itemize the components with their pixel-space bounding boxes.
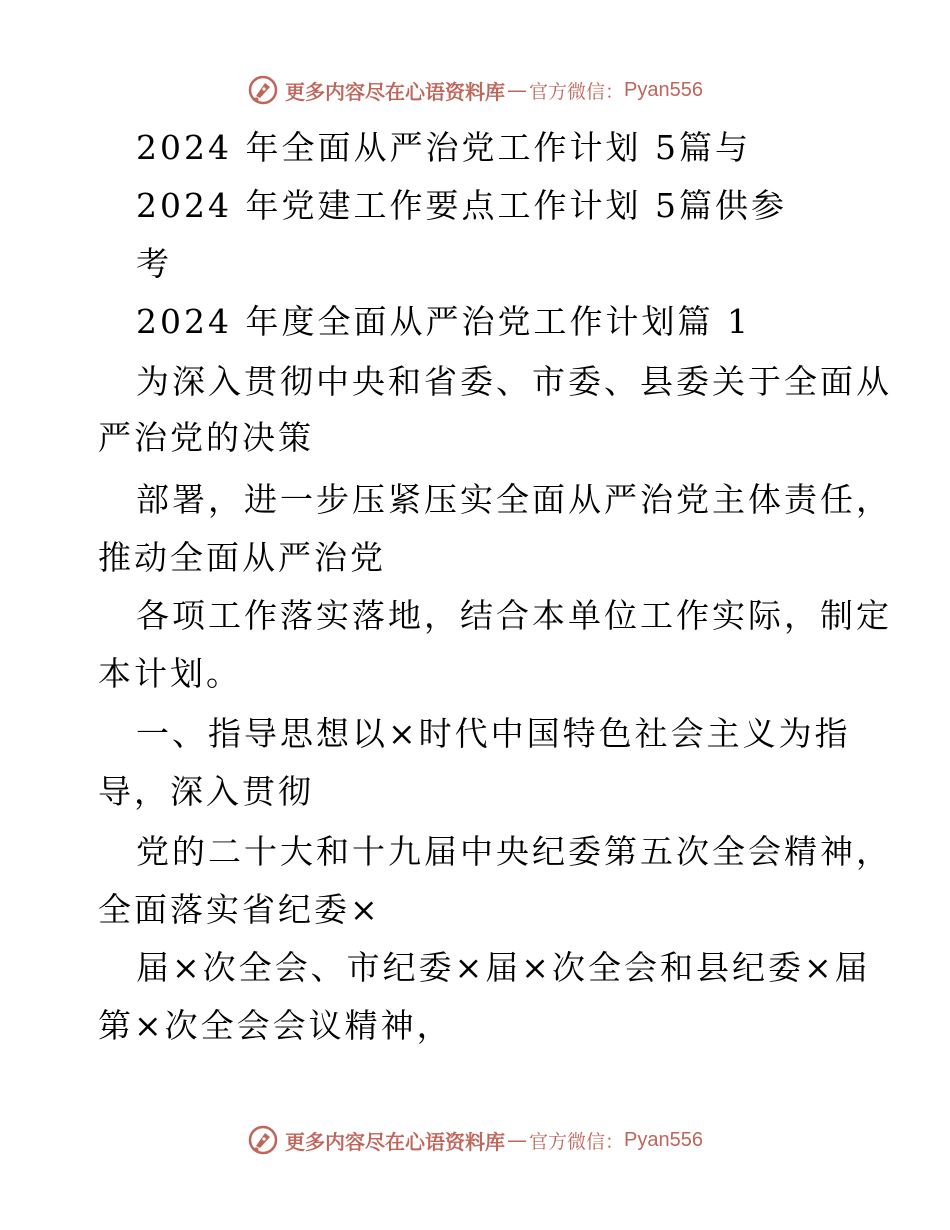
watermark-group bbox=[247, 1124, 703, 1156]
pen-nib-logo-icon bbox=[247, 74, 279, 106]
paragraph-line: 导，深入贯彻 bbox=[98, 772, 314, 811]
paragraph-line: 本计划。 bbox=[98, 654, 242, 693]
watermark-text: 更多内容尽在心语资料库 bbox=[285, 79, 505, 104]
paragraph-line: 各项工作落实落地，结合本单位工作实际，制定 bbox=[136, 596, 892, 635]
watermark-official-label: 官方微信： bbox=[529, 80, 625, 103]
watermark-official-label: 官方微信： bbox=[529, 1130, 625, 1153]
paragraph-line: 第×次全会会议精神， bbox=[98, 1006, 453, 1045]
paragraph-line: 党的二十大和十九届中央纪委第五次全会精神， bbox=[136, 832, 892, 871]
section-heading: 2024 年度全面从严治党工作计划篇 1 bbox=[136, 302, 751, 341]
watermark-dash: — bbox=[507, 1128, 527, 1152]
paragraph-line: 全面落实省纪委× bbox=[98, 890, 381, 929]
document-title-line-3: 考 bbox=[136, 244, 172, 283]
paragraph-line: 届×次全会、市纪委×届×次全会和县纪委×届 bbox=[136, 948, 871, 987]
document-title-line-2: 2024 年党建工作要点工作计划 5篇供参 bbox=[136, 186, 787, 225]
document-title-line-1: 2024 年全面从严治党工作计划 5篇与 bbox=[136, 128, 751, 167]
footer-watermark bbox=[0, 1120, 950, 1160]
header-watermark bbox=[0, 70, 950, 110]
paragraph-line: 推动全面从严治党 bbox=[98, 538, 386, 577]
watermark-text: 更多内容尽在心语资料库 bbox=[285, 1129, 505, 1154]
paragraph-line: 为深入贯彻中央和省委、市委、县委关于全面从 bbox=[136, 362, 892, 401]
pen-nib-logo-icon bbox=[247, 1124, 279, 1156]
watermark-dash: — bbox=[507, 78, 527, 102]
watermark-group bbox=[247, 74, 703, 106]
paragraph-line: 一、指导思想以×时代中国特色社会主义为指 bbox=[136, 714, 851, 753]
paragraph-line: 部署，进一步压紧压实全面从严治党主体责任， bbox=[136, 480, 892, 519]
paragraph-line: 严治党的决策 bbox=[98, 418, 314, 457]
watermark-wechat-id: Pyan556 bbox=[624, 1128, 703, 1151]
watermark-wechat-id: Pyan556 bbox=[624, 78, 703, 101]
